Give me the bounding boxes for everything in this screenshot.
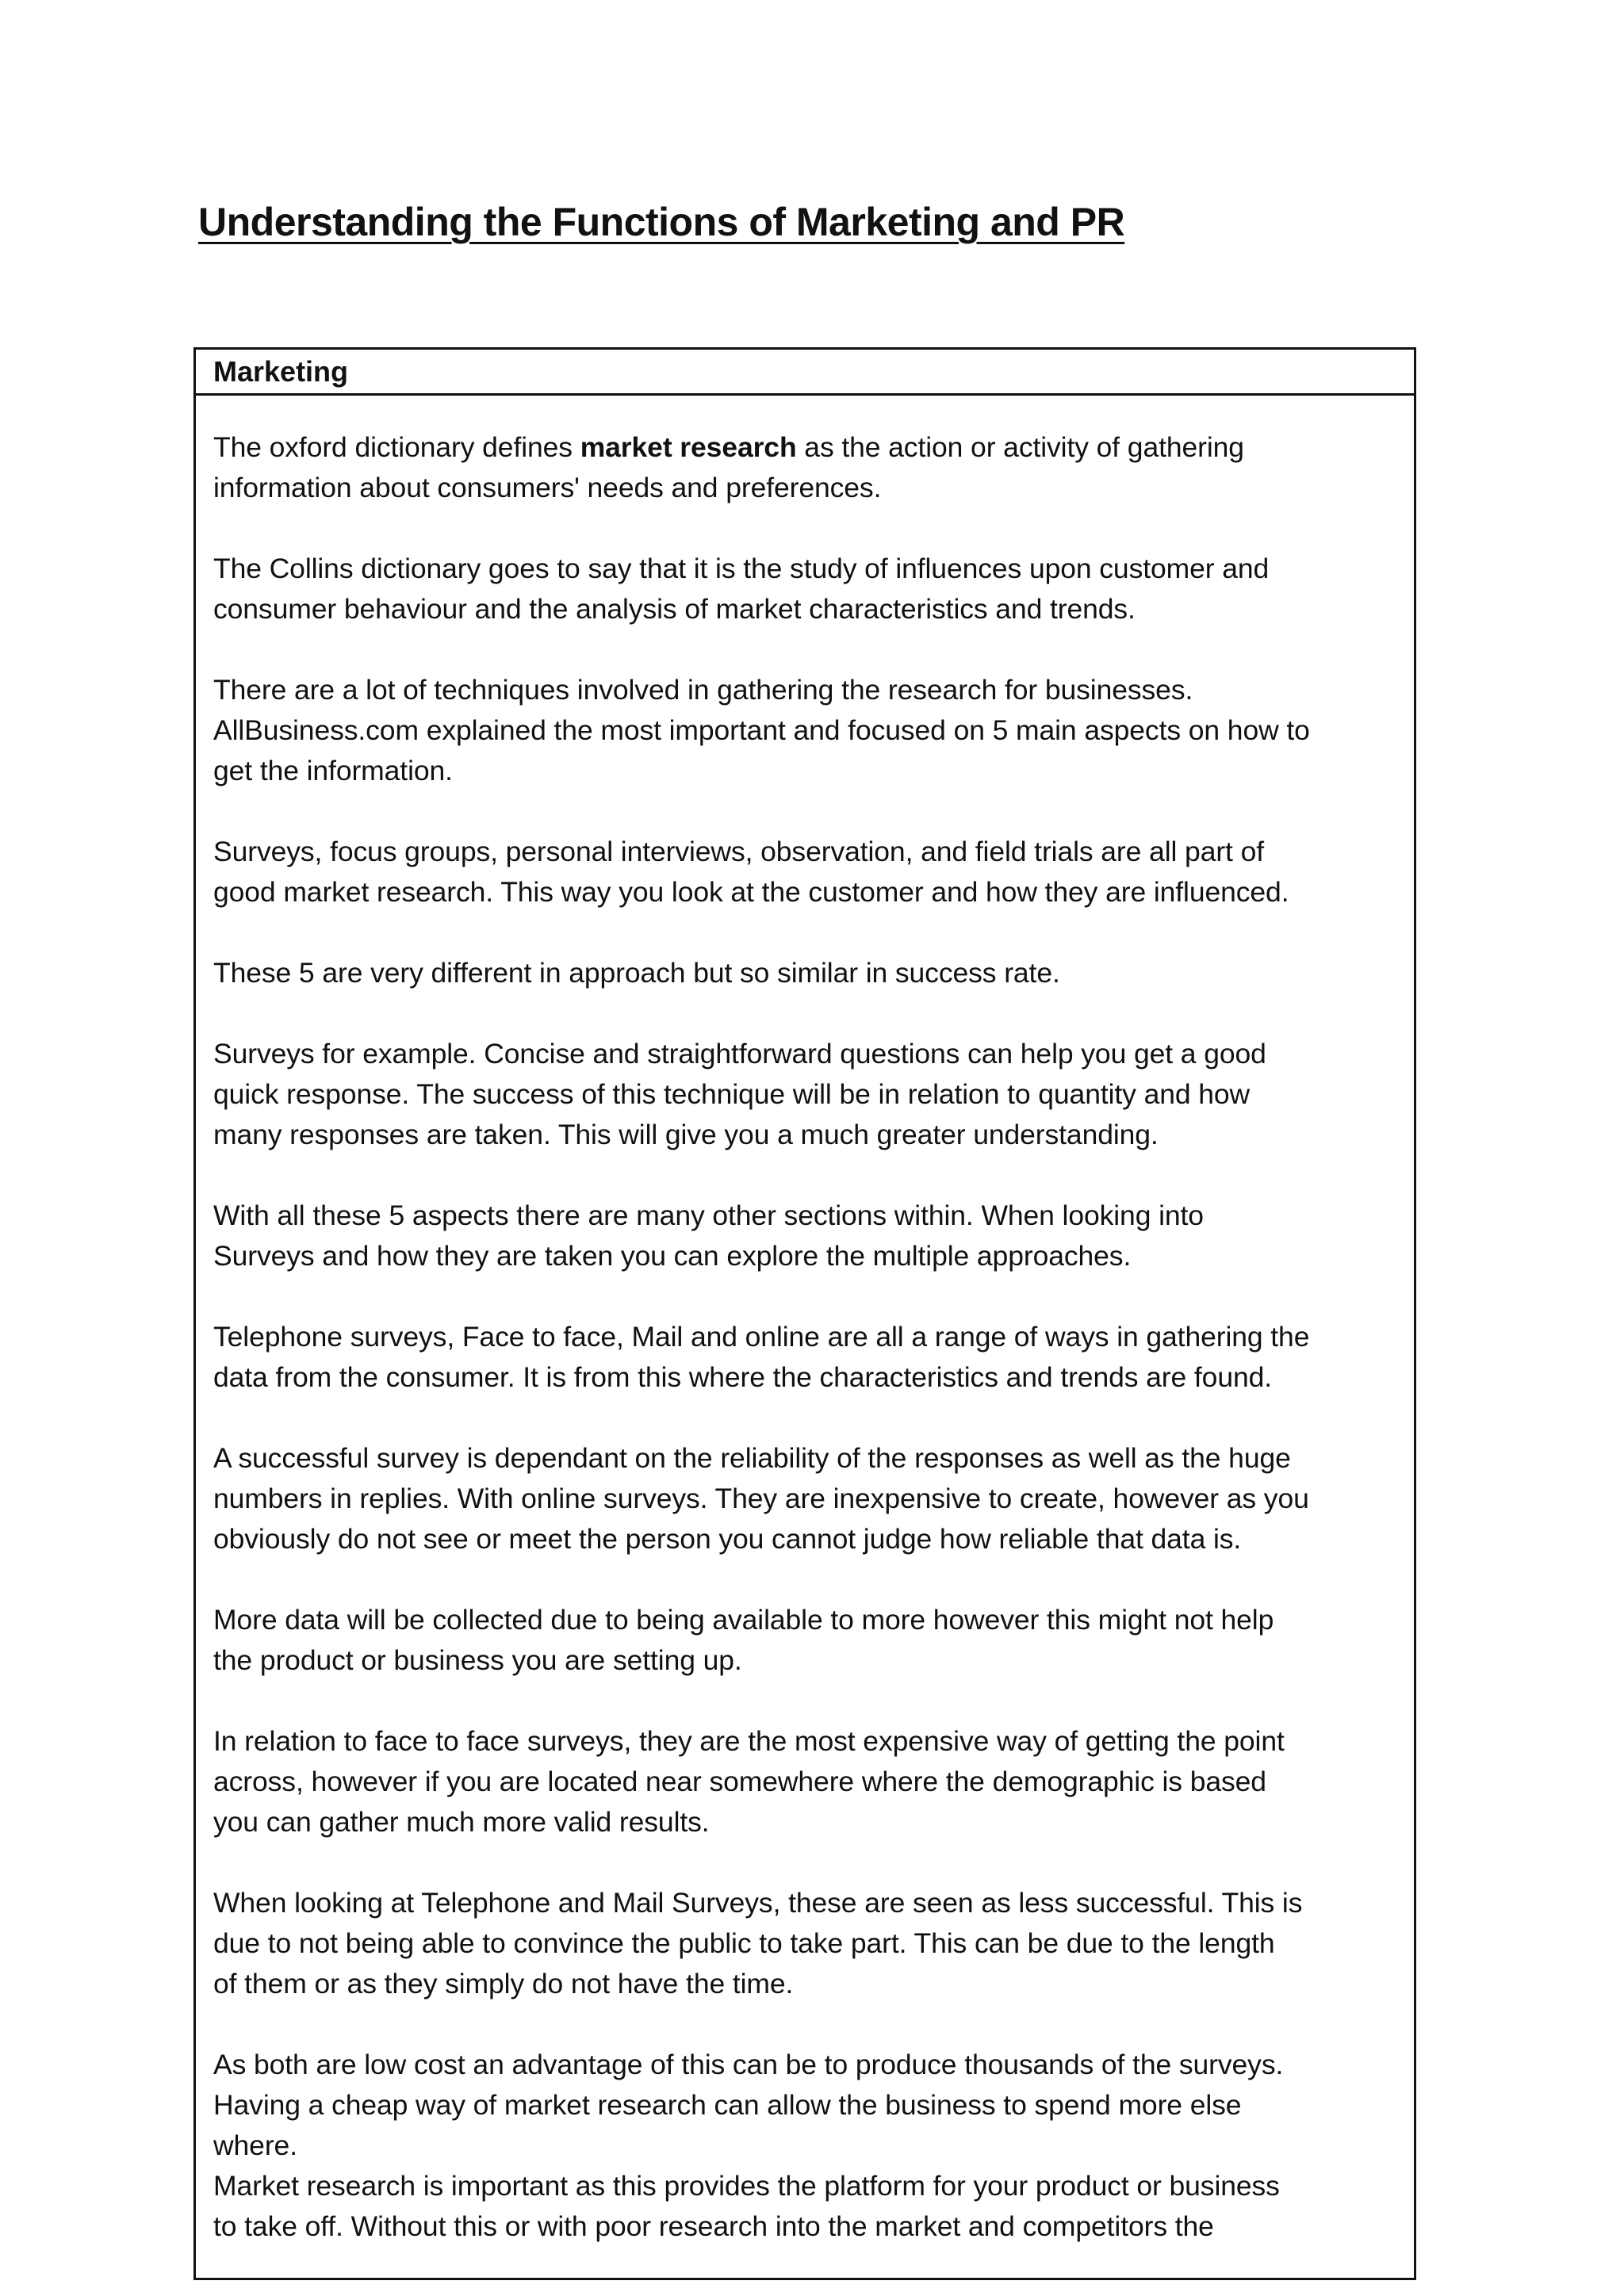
text-line: Surveys for example. Concise and straightforward questions can help you get a good [213,1038,1266,1070]
text-line: Surveys, focus groups, personal interviews, observation, and field trials are all part of [213,836,1264,867]
paragraph [213,1883,1396,2004]
text-line: Market research is important as this provides the platform for your product or business [213,2170,1280,2202]
text-line: Surveys and how they are taken you can explore the multiple approaches. [213,1240,1132,1272]
paragraph [213,427,1396,508]
paragraph [213,2045,1396,2166]
paragraph [213,1721,1396,1843]
paragraph [213,549,1396,629]
text-line: As both are low cost an advantage of this can be to produce thousands of the surveys. [213,2049,1284,2080]
text-line: quick response. The success of this technique will be in relation to quantity and how [213,1078,1251,1110]
text-line [213,427,1396,468]
text-line: get the information. [213,755,453,786]
text-line: many responses are taken. This will give you a much greater understanding. [213,1119,1159,1150]
section-heading: Marketing [196,350,1414,396]
paragraph [213,832,1396,913]
text-line: of them or as they simply do not have the time. [213,1968,794,1999]
text-line: the product or business you are setting up. [213,1644,742,1676]
text-line: With all these 5 aspects there are many other sections within. When looking into [213,1200,1204,1231]
text-line: The Collins dictionary goes to say that it is the study of influences upon customer and [213,553,1270,584]
paragraph [213,1438,1396,1559]
text-line: Telephone surveys, Face to face, Mail and online are all a range of ways in gathering the [213,1321,1310,1353]
text-line: consumer behaviour and the analysis of market characteristics and trends. [213,593,1136,625]
paragraph [213,2166,1396,2247]
paragraph [213,1317,1396,1398]
text-line: Having a cheap way of market research can allow the business to spend more else [213,2089,1242,2121]
text-line: There are a lot of techniques involved in gathering the research for businesses. [213,674,1193,706]
text-line: These 5 are very different in approach but so similar in success rate. [213,957,1060,989]
text-line: to take off. Without this or with poor research into the market and competitors the [213,2210,1214,2242]
text-line: due to not being able to convince the public to take part. This can be due to the length [213,1927,1275,1959]
text-line: More data will be collected due to being available to more however this might not help [213,1604,1274,1636]
paragraph [213,1196,1396,1276]
text-line: data from the consumer. It is from this where the characteristics and trends are found. [213,1361,1273,1393]
text-line: obviously do not see or meet the person you cannot judge how reliable that data is. [213,1523,1242,1555]
text-line: numbers in replies. With online surveys. They are inexpensive to create, however as you [213,1483,1309,1514]
text-line: where. [213,2130,297,2161]
text-run: as the action or activity of gathering [796,431,1244,463]
text-line: information about consumers' needs and preferences. [213,472,882,503]
text-line: AllBusiness.com explained the most important and focused on 5 main aspects on how to [213,714,1310,746]
page-title: Understanding the Functions of Marketing and PR [198,200,1125,244]
text-line: you can gather much more valid results. [213,1806,710,1838]
text-line: In relation to face to face surveys, they are the most expensive way of getting the point [213,1725,1285,1757]
marketing-section [193,347,1416,2280]
section-body [196,396,1414,2247]
text-line: A successful survey is dependant on the reliability of the responses as well as the huge [213,1442,1291,1474]
text-line: across, however if you are located near somewhere where the demographic is based [213,1766,1266,1797]
text-line: When looking at Telephone and Mail Surveys, these are seen as less successful. This is [213,1887,1303,1919]
paragraph [213,670,1396,791]
paragraph [213,1034,1396,1155]
paragraph [213,953,1396,993]
paragraph [213,1600,1396,1681]
bold-term: market research [580,431,797,463]
text-line: good market research. This way you look at the customer and how they are influenced. [213,876,1289,908]
text-run: The oxford dictionary defines [213,431,580,463]
